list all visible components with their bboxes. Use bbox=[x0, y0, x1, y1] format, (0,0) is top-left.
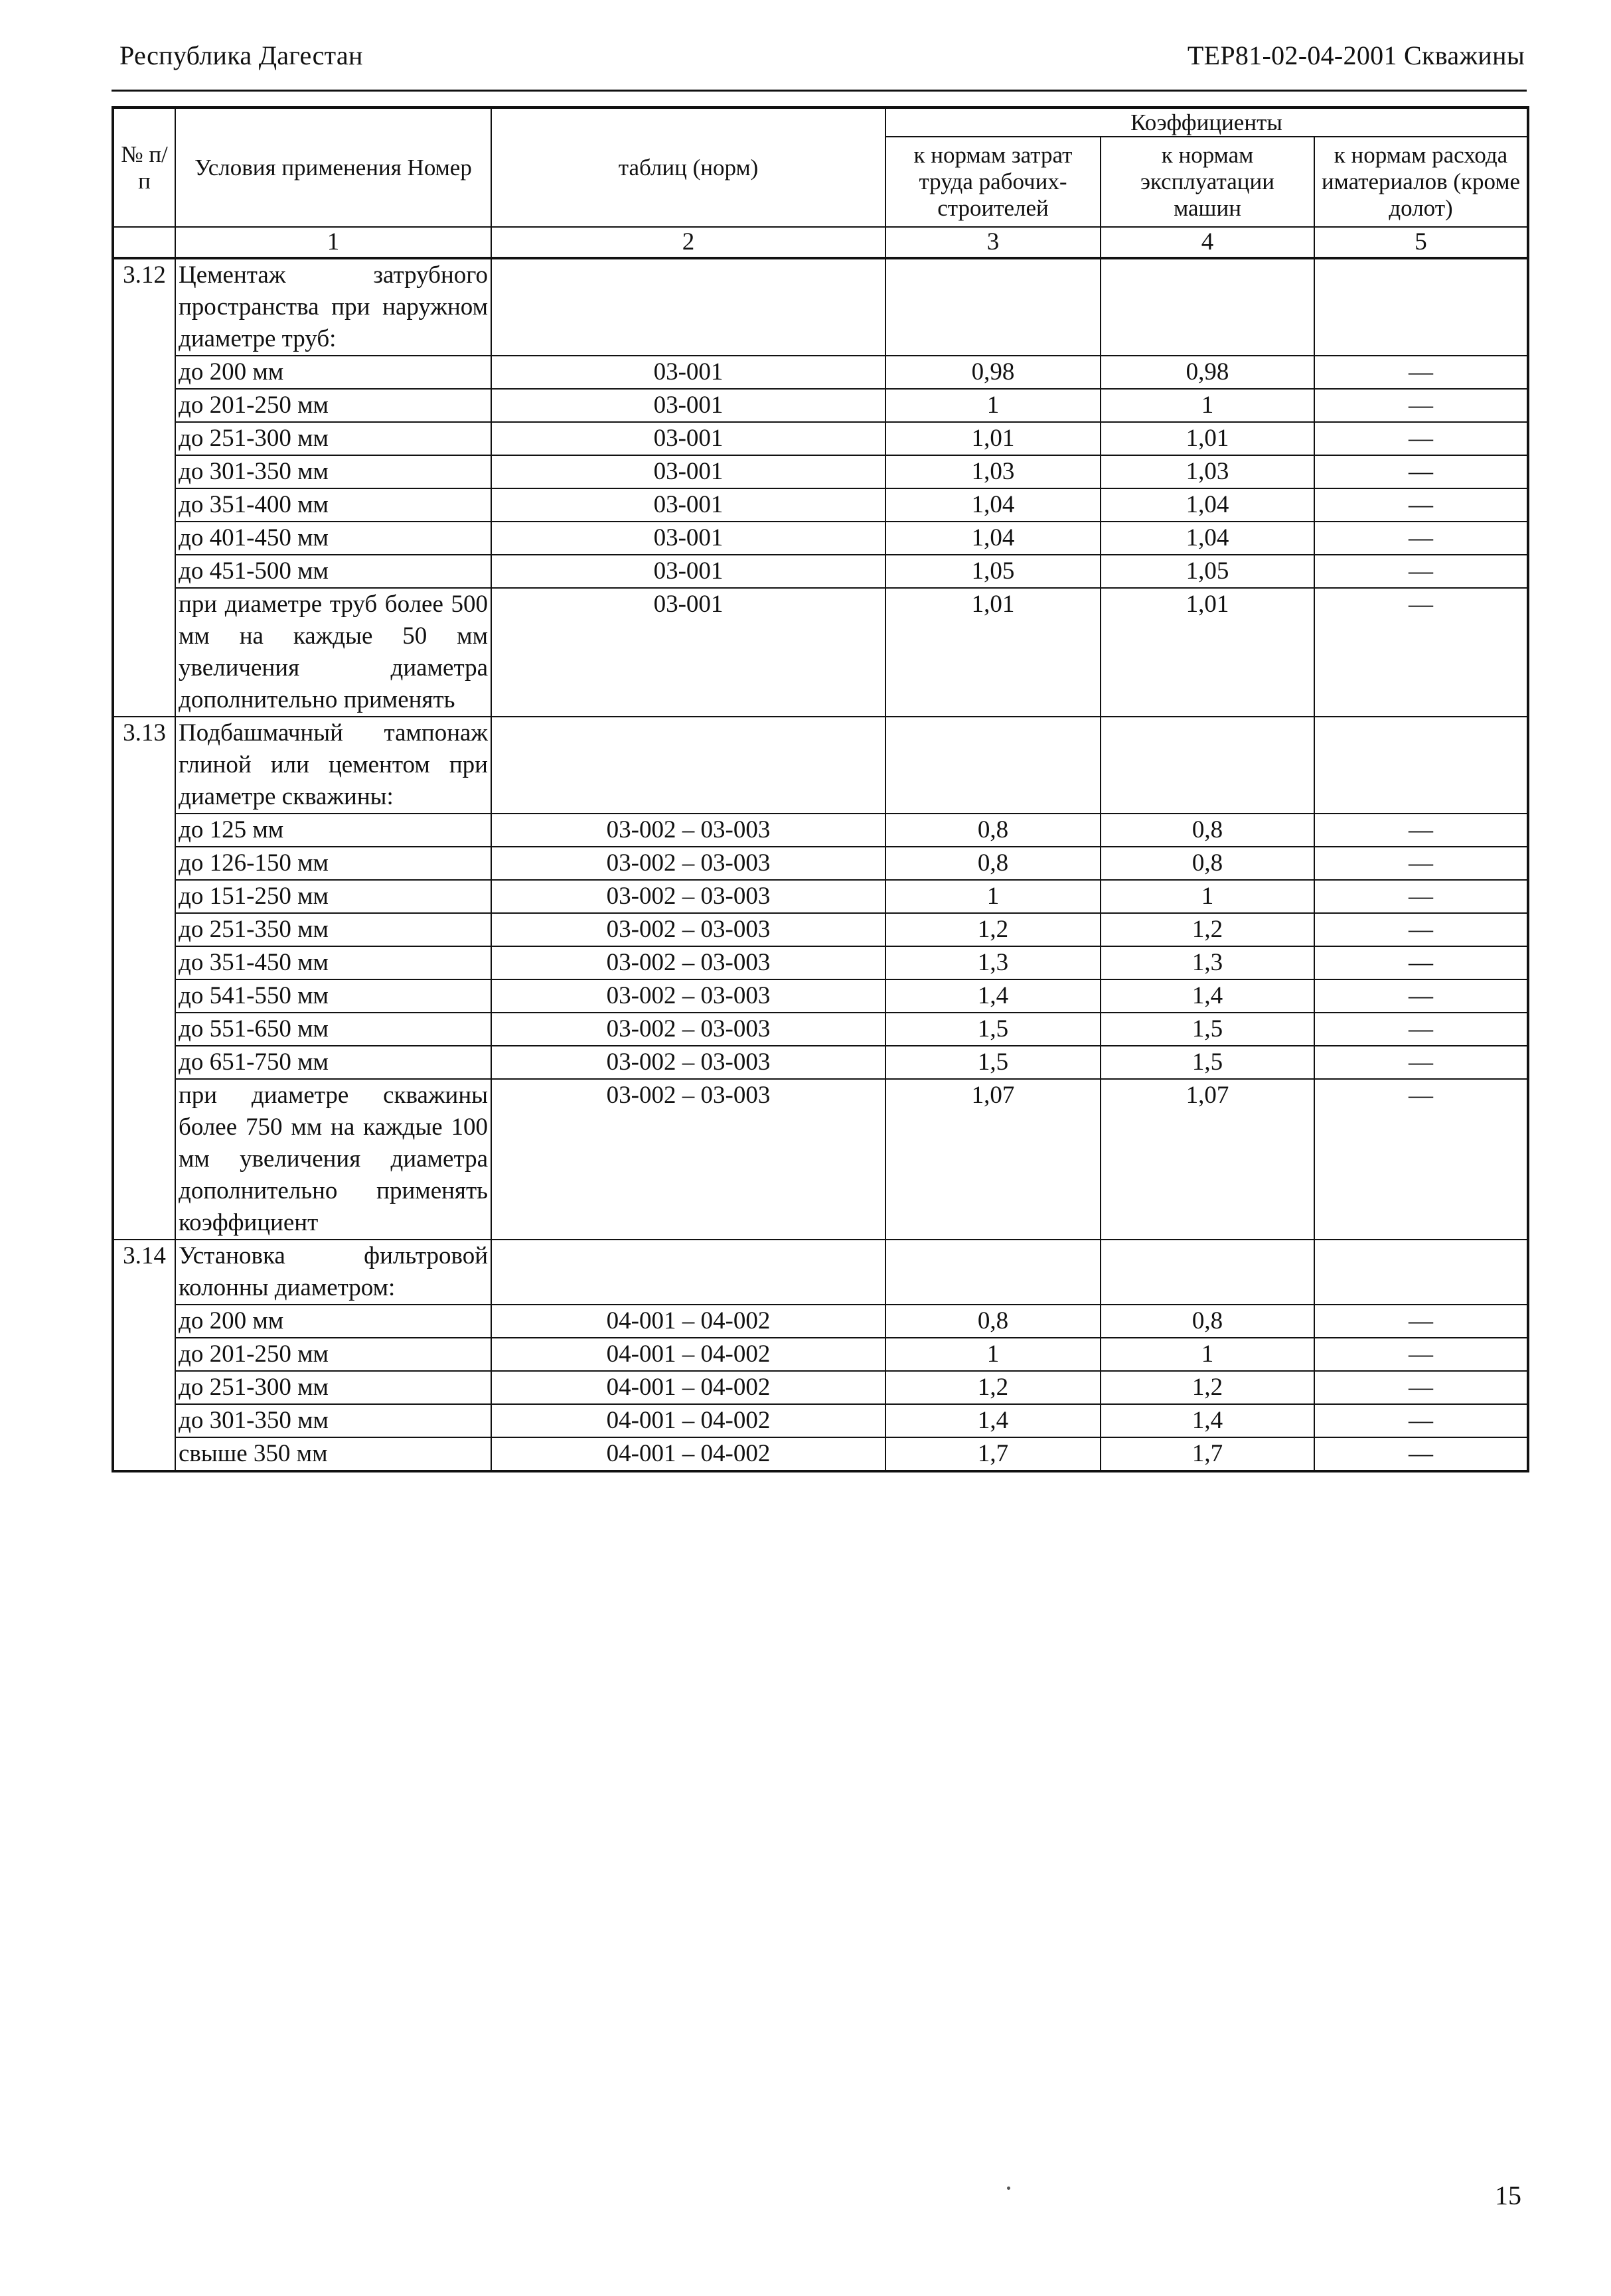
empty-cell bbox=[885, 258, 1101, 356]
materials-coefficient-cell: — bbox=[1314, 455, 1528, 488]
header-tables: таблиц (норм) bbox=[491, 108, 885, 227]
tables-cell: 03-002 – 03-003 bbox=[491, 847, 885, 880]
tables-cell: 04-001 – 04-002 bbox=[491, 1338, 885, 1371]
table-row bbox=[113, 814, 1528, 847]
condition-cell: до 351-450 мм bbox=[175, 946, 491, 979]
column-number: 3 bbox=[885, 227, 1101, 258]
page-number: 15 bbox=[1495, 2181, 1521, 2210]
tables-cell: 03-002 – 03-003 bbox=[491, 880, 885, 913]
empty-cell bbox=[1101, 1240, 1314, 1305]
section-title: Установка фильтровой колонны диаметром: bbox=[175, 1240, 491, 1305]
condition-cell: до 201-250 мм bbox=[175, 389, 491, 422]
machines-coefficient-cell: 1,04 bbox=[1101, 522, 1314, 555]
materials-coefficient-cell: — bbox=[1314, 1437, 1528, 1471]
tables-cell: 03-002 – 03-003 bbox=[491, 979, 885, 1013]
condition-cell: до 401-450 мм bbox=[175, 522, 491, 555]
materials-coefficient-cell: — bbox=[1314, 880, 1528, 913]
condition-cell: при диаметре труб более 500 мм на каждые 50 мм увеличения диаметра дополнительно применять bbox=[175, 588, 491, 717]
labor-coefficient-cell: 1,2 bbox=[885, 1371, 1101, 1404]
column-number: 4 bbox=[1101, 227, 1314, 258]
condition-cell: до 541-550 мм bbox=[175, 979, 491, 1013]
labor-coefficient-cell: 1,3 bbox=[885, 946, 1101, 979]
labor-coefficient-cell: 1 bbox=[885, 880, 1101, 913]
column-number: 5 bbox=[1314, 227, 1528, 258]
column-number: 2 bbox=[491, 227, 885, 258]
materials-coefficient-cell: — bbox=[1314, 356, 1528, 389]
machines-coefficient-cell: 1,5 bbox=[1101, 1013, 1314, 1046]
table-row bbox=[113, 455, 1528, 488]
table-row bbox=[113, 1437, 1528, 1471]
table-row bbox=[113, 588, 1528, 717]
materials-coefficient-cell: — bbox=[1314, 588, 1528, 717]
table-row bbox=[113, 389, 1528, 422]
tables-cell: 04-001 – 04-002 bbox=[491, 1371, 885, 1404]
header-coefficients: Коэффициенты bbox=[885, 108, 1528, 137]
empty-cell bbox=[885, 717, 1101, 814]
empty-cell bbox=[1314, 717, 1528, 814]
tables-cell: 03-001 bbox=[491, 588, 885, 717]
table-row bbox=[113, 488, 1528, 522]
condition-cell: до 651-750 мм bbox=[175, 1046, 491, 1079]
header-num: № п/п bbox=[113, 108, 175, 227]
materials-coefficient-cell: — bbox=[1314, 1338, 1528, 1371]
tables-cell: 03-002 – 03-003 bbox=[491, 1079, 885, 1240]
materials-coefficient-cell: — bbox=[1314, 422, 1528, 455]
header-labor: к нормам затрат труда рабочих-строителей bbox=[885, 137, 1101, 227]
table-row bbox=[113, 1013, 1528, 1046]
table-row bbox=[113, 847, 1528, 880]
table-row bbox=[113, 1338, 1528, 1371]
condition-cell: до 125 мм bbox=[175, 814, 491, 847]
header-conditions: Условия применения Номер bbox=[175, 108, 491, 227]
materials-coefficient-cell: — bbox=[1314, 1013, 1528, 1046]
tables-cell: 03-002 – 03-003 bbox=[491, 1046, 885, 1079]
condition-cell: до 551-650 мм bbox=[175, 1013, 491, 1046]
machines-coefficient-cell: 1,5 bbox=[1101, 1046, 1314, 1079]
condition-cell: при диаметре скважины более 750 мм на каждые 100 мм увеличения диаметра дополнительно применять коэффициент bbox=[175, 1079, 491, 1240]
tables-cell: 03-002 – 03-003 bbox=[491, 814, 885, 847]
materials-coefficient-cell: — bbox=[1314, 913, 1528, 946]
table-row bbox=[113, 1404, 1528, 1437]
section-number: 3.13 bbox=[113, 717, 175, 1240]
tables-cell: 03-002 – 03-003 bbox=[491, 946, 885, 979]
empty-cell bbox=[1314, 258, 1528, 356]
empty-cell bbox=[885, 1240, 1101, 1305]
labor-coefficient-cell: 0,8 bbox=[885, 814, 1101, 847]
condition-cell: свыше 350 мм bbox=[175, 1437, 491, 1471]
empty-cell bbox=[491, 258, 885, 356]
tables-cell: 03-001 bbox=[491, 356, 885, 389]
materials-coefficient-cell: — bbox=[1314, 389, 1528, 422]
empty-cell bbox=[1101, 258, 1314, 356]
condition-cell: до 200 мм bbox=[175, 356, 491, 389]
condition-cell: до 151-250 мм bbox=[175, 880, 491, 913]
labor-coefficient-cell: 1 bbox=[885, 389, 1101, 422]
machines-coefficient-cell: 0,8 bbox=[1101, 814, 1314, 847]
tables-cell: 03-002 – 03-003 bbox=[491, 913, 885, 946]
table-row bbox=[113, 979, 1528, 1013]
header-machines: к нормам эксплуатации машин bbox=[1101, 137, 1314, 227]
machines-coefficient-cell: 0,98 bbox=[1101, 356, 1314, 389]
empty-cell bbox=[1314, 1240, 1528, 1305]
section-title-row bbox=[113, 1240, 1528, 1305]
empty-cell bbox=[1101, 717, 1314, 814]
materials-coefficient-cell: — bbox=[1314, 946, 1528, 979]
table-row bbox=[113, 913, 1528, 946]
materials-coefficient-cell: — bbox=[1314, 1404, 1528, 1437]
empty-cell bbox=[491, 1240, 885, 1305]
condition-cell: до 301-350 мм bbox=[175, 455, 491, 488]
labor-coefficient-cell: 1,04 bbox=[885, 522, 1101, 555]
materials-coefficient-cell: — bbox=[1314, 847, 1528, 880]
machines-coefficient-cell: 1 bbox=[1101, 389, 1314, 422]
machines-coefficient-cell: 1,04 bbox=[1101, 488, 1314, 522]
labor-coefficient-cell: 1,4 bbox=[885, 979, 1101, 1013]
machines-coefficient-cell: 1,3 bbox=[1101, 946, 1314, 979]
labor-coefficient-cell: 1,5 bbox=[885, 1046, 1101, 1079]
condition-cell: до 251-350 мм bbox=[175, 913, 491, 946]
labor-coefficient-cell: 1,07 bbox=[885, 1079, 1101, 1240]
machines-coefficient-cell: 1,4 bbox=[1101, 1404, 1314, 1437]
machines-coefficient-cell: 1,05 bbox=[1101, 555, 1314, 588]
machines-coefficient-cell: 1,4 bbox=[1101, 979, 1314, 1013]
condition-cell: до 200 мм bbox=[175, 1305, 491, 1338]
table-row bbox=[113, 946, 1528, 979]
scan-speck bbox=[1007, 2187, 1010, 2190]
section-title: Подбашмачный тампонаж глиной или цементом при диаметре скважины: bbox=[175, 717, 491, 814]
section-number: 3.14 bbox=[113, 1240, 175, 1471]
column-number-blank bbox=[113, 227, 175, 258]
machines-coefficient-cell: 1,03 bbox=[1101, 455, 1314, 488]
tables-cell: 04-001 – 04-002 bbox=[491, 1404, 885, 1437]
labor-coefficient-cell: 1,4 bbox=[885, 1404, 1101, 1437]
tables-cell: 04-001 – 04-002 bbox=[491, 1305, 885, 1338]
table-row bbox=[113, 880, 1528, 913]
tables-cell: 03-001 bbox=[491, 422, 885, 455]
condition-cell: до 201-250 мм bbox=[175, 1338, 491, 1371]
machines-coefficient-cell: 1,7 bbox=[1101, 1437, 1314, 1471]
tables-cell: 03-001 bbox=[491, 522, 885, 555]
section-title: Цементаж затрубного пространства при наружном диаметре труб: bbox=[175, 258, 491, 356]
materials-coefficient-cell: — bbox=[1314, 555, 1528, 588]
machines-coefficient-cell: 1,2 bbox=[1101, 1371, 1314, 1404]
materials-coefficient-cell: — bbox=[1314, 814, 1528, 847]
machines-coefficient-cell: 1 bbox=[1101, 1338, 1314, 1371]
materials-coefficient-cell: — bbox=[1314, 522, 1528, 555]
machines-coefficient-cell: 0,8 bbox=[1101, 847, 1314, 880]
materials-coefficient-cell: — bbox=[1314, 1371, 1528, 1404]
empty-cell bbox=[491, 717, 885, 814]
machines-coefficient-cell: 1,2 bbox=[1101, 913, 1314, 946]
labor-coefficient-cell: 1,5 bbox=[885, 1013, 1101, 1046]
condition-cell: до 301-350 мм bbox=[175, 1404, 491, 1437]
labor-coefficient-cell: 1,04 bbox=[885, 488, 1101, 522]
header-materials: к нормам расхода иматериалов (кроме долот) bbox=[1314, 137, 1528, 227]
tables-cell: 04-001 – 04-002 bbox=[491, 1437, 885, 1471]
column-number: 1 bbox=[175, 227, 491, 258]
table-row bbox=[113, 1305, 1528, 1338]
table-row bbox=[113, 422, 1528, 455]
coefficients-table bbox=[112, 106, 1529, 1472]
machines-coefficient-cell: 1,01 bbox=[1101, 588, 1314, 717]
header-document-code: ТЕР81-02-04-2001 Скважины bbox=[1187, 40, 1525, 70]
labor-coefficient-cell: 1,2 bbox=[885, 913, 1101, 946]
table-row bbox=[113, 1079, 1528, 1240]
labor-coefficient-cell: 0,8 bbox=[885, 1305, 1101, 1338]
condition-cell: до 351-400 мм bbox=[175, 488, 491, 522]
labor-coefficient-cell: 1,7 bbox=[885, 1437, 1101, 1471]
table-row bbox=[113, 555, 1528, 588]
section-title-row bbox=[113, 258, 1528, 356]
materials-coefficient-cell: — bbox=[1314, 979, 1528, 1013]
tables-cell: 03-001 bbox=[491, 555, 885, 588]
labor-coefficient-cell: 1,05 bbox=[885, 555, 1101, 588]
column-numbers-row bbox=[113, 227, 1528, 258]
table-row bbox=[113, 1371, 1528, 1404]
labor-coefficient-cell: 1,01 bbox=[885, 588, 1101, 717]
section-title-row bbox=[113, 717, 1528, 814]
condition-cell: до 251-300 мм bbox=[175, 422, 491, 455]
labor-coefficient-cell: 1 bbox=[885, 1338, 1101, 1371]
table-body bbox=[113, 258, 1528, 1471]
labor-coefficient-cell: 1,01 bbox=[885, 422, 1101, 455]
condition-cell: до 251-300 мм bbox=[175, 1371, 491, 1404]
header-rule bbox=[112, 90, 1527, 92]
materials-coefficient-cell: — bbox=[1314, 488, 1528, 522]
labor-coefficient-cell: 0,8 bbox=[885, 847, 1101, 880]
machines-coefficient-cell: 1,07 bbox=[1101, 1079, 1314, 1240]
materials-coefficient-cell: — bbox=[1314, 1046, 1528, 1079]
machines-coefficient-cell: 1,01 bbox=[1101, 422, 1314, 455]
materials-coefficient-cell: — bbox=[1314, 1079, 1528, 1240]
tables-cell: 03-002 – 03-003 bbox=[491, 1013, 885, 1046]
condition-cell: до 126-150 мм bbox=[175, 847, 491, 880]
materials-coefficient-cell: — bbox=[1314, 1305, 1528, 1338]
table-row bbox=[113, 1046, 1528, 1079]
table-row bbox=[113, 356, 1528, 389]
header-region: Республика Дагестан bbox=[119, 40, 363, 70]
tables-cell: 03-001 bbox=[491, 455, 885, 488]
section-number: 3.12 bbox=[113, 258, 175, 717]
condition-cell: до 451-500 мм bbox=[175, 555, 491, 588]
machines-coefficient-cell: 1 bbox=[1101, 880, 1314, 913]
table-row bbox=[113, 522, 1528, 555]
labor-coefficient-cell: 1,03 bbox=[885, 455, 1101, 488]
labor-coefficient-cell: 0,98 bbox=[885, 356, 1101, 389]
tables-cell: 03-001 bbox=[491, 488, 885, 522]
machines-coefficient-cell: 0,8 bbox=[1101, 1305, 1314, 1338]
tables-cell: 03-001 bbox=[491, 389, 885, 422]
